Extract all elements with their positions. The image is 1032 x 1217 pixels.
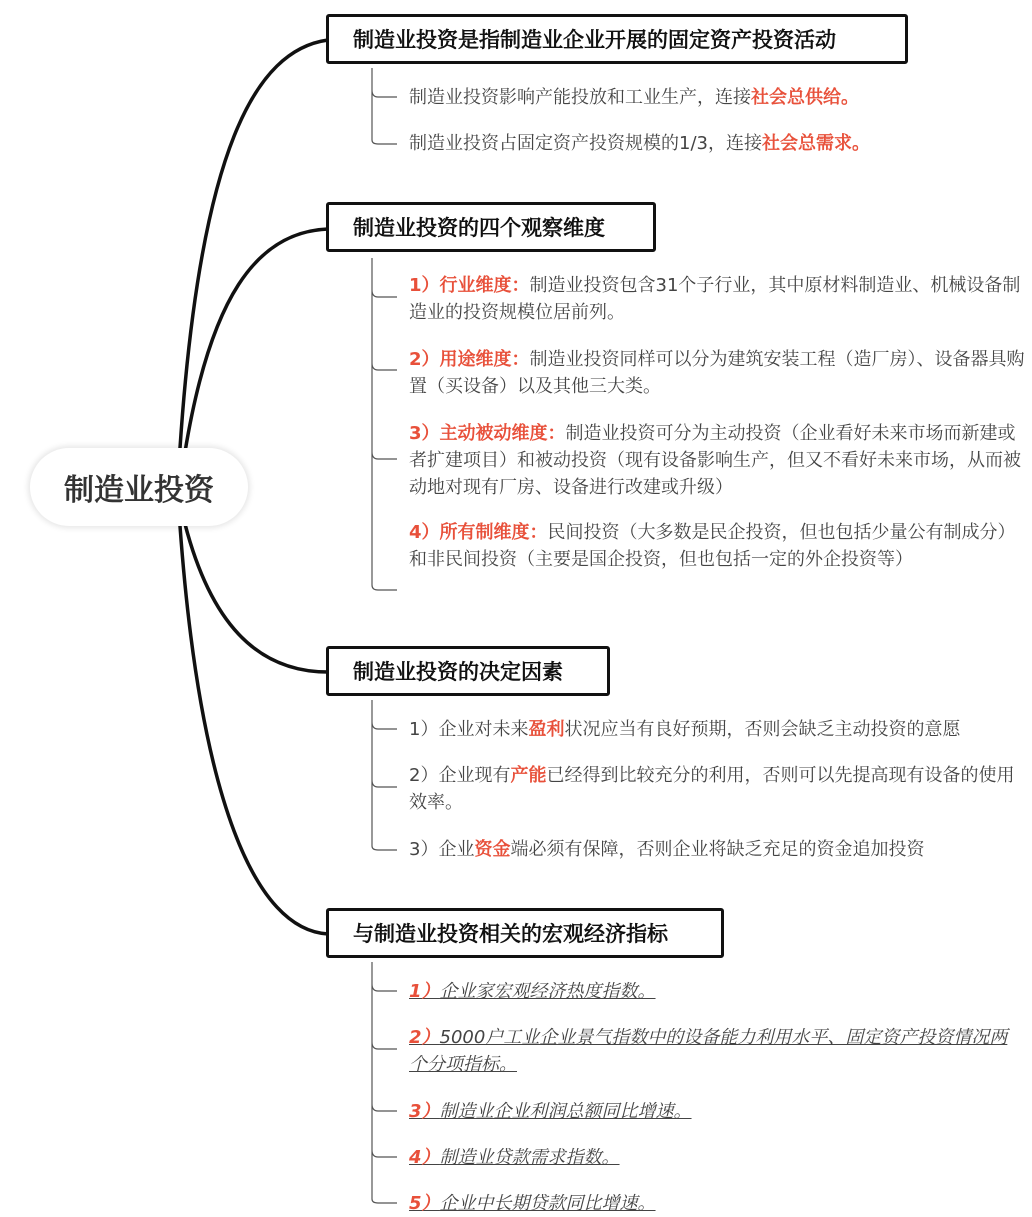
branch-node-determinants[interactable] (326, 646, 610, 696)
leaf-text: 制造业贷款需求指数。 (439, 1147, 620, 1168)
leaf-text: 企业家宏观经济热度指数。 (439, 981, 656, 1002)
branch-title: 制造业投资是指制造业企业开展的固定资产投资活动 (353, 28, 836, 52)
leaf-funding (409, 836, 1029, 863)
leaf-text: 制造业投资同样可以分为建筑安装工程（造厂房）、设备器具购置（买设备）以及其他三大类。 (409, 349, 1025, 397)
leaf-text: 制造业企业利润总额同比增速。 (439, 1101, 692, 1122)
leaf-indicator-link[interactable] (409, 1024, 1019, 1078)
leaf-indicator-link[interactable] (409, 978, 1019, 1005)
connector-leaves-3 (372, 700, 397, 850)
leaf-text: 已经得到比较充分的利用，否则可以先提高现有设备的使用效率。 (409, 765, 1015, 813)
leaf-highlight: 5） (409, 1193, 440, 1214)
root-node[interactable] (30, 448, 248, 526)
leaf-capacity (409, 762, 1029, 816)
leaf-ownership-dimension (409, 519, 1029, 573)
branch-title: 制造业投资的决定因素 (353, 660, 563, 684)
leaf-highlight: 社会总需求。 (761, 133, 870, 154)
leaf-highlight: 4）所有制维度： (409, 522, 548, 543)
branch-title: 与制造业投资相关的宏观经济指标 (353, 922, 668, 946)
leaf-highlight: 资金 (474, 839, 511, 860)
leaf-indicator-link[interactable] (409, 1098, 1019, 1125)
branch-node-definition[interactable] (326, 14, 908, 64)
leaf-text: 2）企业现有 (409, 765, 511, 786)
leaf-highlight: 产能 (510, 765, 547, 786)
connector-branch-3 (185, 524, 328, 672)
leaf-indicator-link[interactable] (409, 1190, 1019, 1217)
leaf-highlight: 1） (409, 981, 440, 1002)
connector-leaves-4 (372, 962, 397, 1203)
leaf-supply (409, 84, 1019, 111)
leaf-text: 制造业投资影响产能投放和工业生产，连接 (409, 87, 751, 108)
leaf-text: 端必须有保障，否则企业将缺乏充足的资金追加投资 (510, 839, 925, 860)
leaf-highlight: 1）行业维度： (409, 275, 530, 296)
leaf-highlight: 盈利 (528, 719, 565, 740)
connector-branch-1 (180, 40, 328, 448)
leaf-text: 制造业投资包含31个子行业，其中原材料制造业、机械设备制造业的投资规模位居前列。 (409, 275, 1021, 323)
leaf-profit (409, 716, 1029, 743)
leaf-highlight: 社会总供给。 (751, 87, 859, 108)
connector-leaves-2 (372, 258, 397, 590)
leaf-text: 制造业投资占固定资产投资规模的1/3，连接 (409, 133, 762, 154)
leaf-usage-dimension (409, 346, 1029, 400)
leaf-text: 企业中长期贷款同比增速。 (439, 1193, 656, 1214)
leaf-text: 5000户工业企业景气指数中的设备能力利用水平、固定资产投资情况两个分项指标。 (409, 1027, 1008, 1075)
connector-leaves-1 (372, 68, 397, 144)
connector-branch-2 (185, 229, 328, 452)
branch-node-dimensions[interactable] (326, 202, 656, 252)
leaf-highlight: 2） (409, 1027, 440, 1048)
leaf-text: 民间投资（大多数是民企投资，但也包括少量公有制成分）和非民间投资（主要是国企投资，但也包括一定的外企投资等） (409, 522, 1016, 570)
leaf-indicator-link[interactable] (409, 1144, 1019, 1171)
leaf-highlight: 4） (409, 1147, 440, 1168)
leaf-highlight: 3）主动被动维度： (409, 423, 566, 444)
leaf-text: 3）企业 (409, 839, 475, 860)
root-label: 制造业投资 (64, 473, 214, 508)
connector-branch-4 (180, 526, 328, 934)
leaf-industry-dimension (409, 272, 1029, 326)
leaf-text: 1）企业对未来 (409, 719, 529, 740)
branch-node-indicators[interactable] (326, 908, 724, 958)
leaf-active-passive-dimension (409, 420, 1029, 501)
leaf-text: 制造业投资可分为主动投资（企业看好未来市场而新建或者扩建项目）和被动投资（现有设备影响生产，但又不看好未来市场，从而被动地对现有厂房、设备进行改建或升级） (409, 423, 1021, 498)
branch-title: 制造业投资的四个观察维度 (353, 216, 605, 240)
leaf-highlight: 3） (409, 1101, 440, 1122)
leaf-demand (409, 130, 1019, 157)
leaf-text: 状况应当有良好预期，否则会缺乏主动投资的意愿 (564, 719, 961, 740)
leaf-highlight: 2）用途维度： (409, 349, 530, 370)
